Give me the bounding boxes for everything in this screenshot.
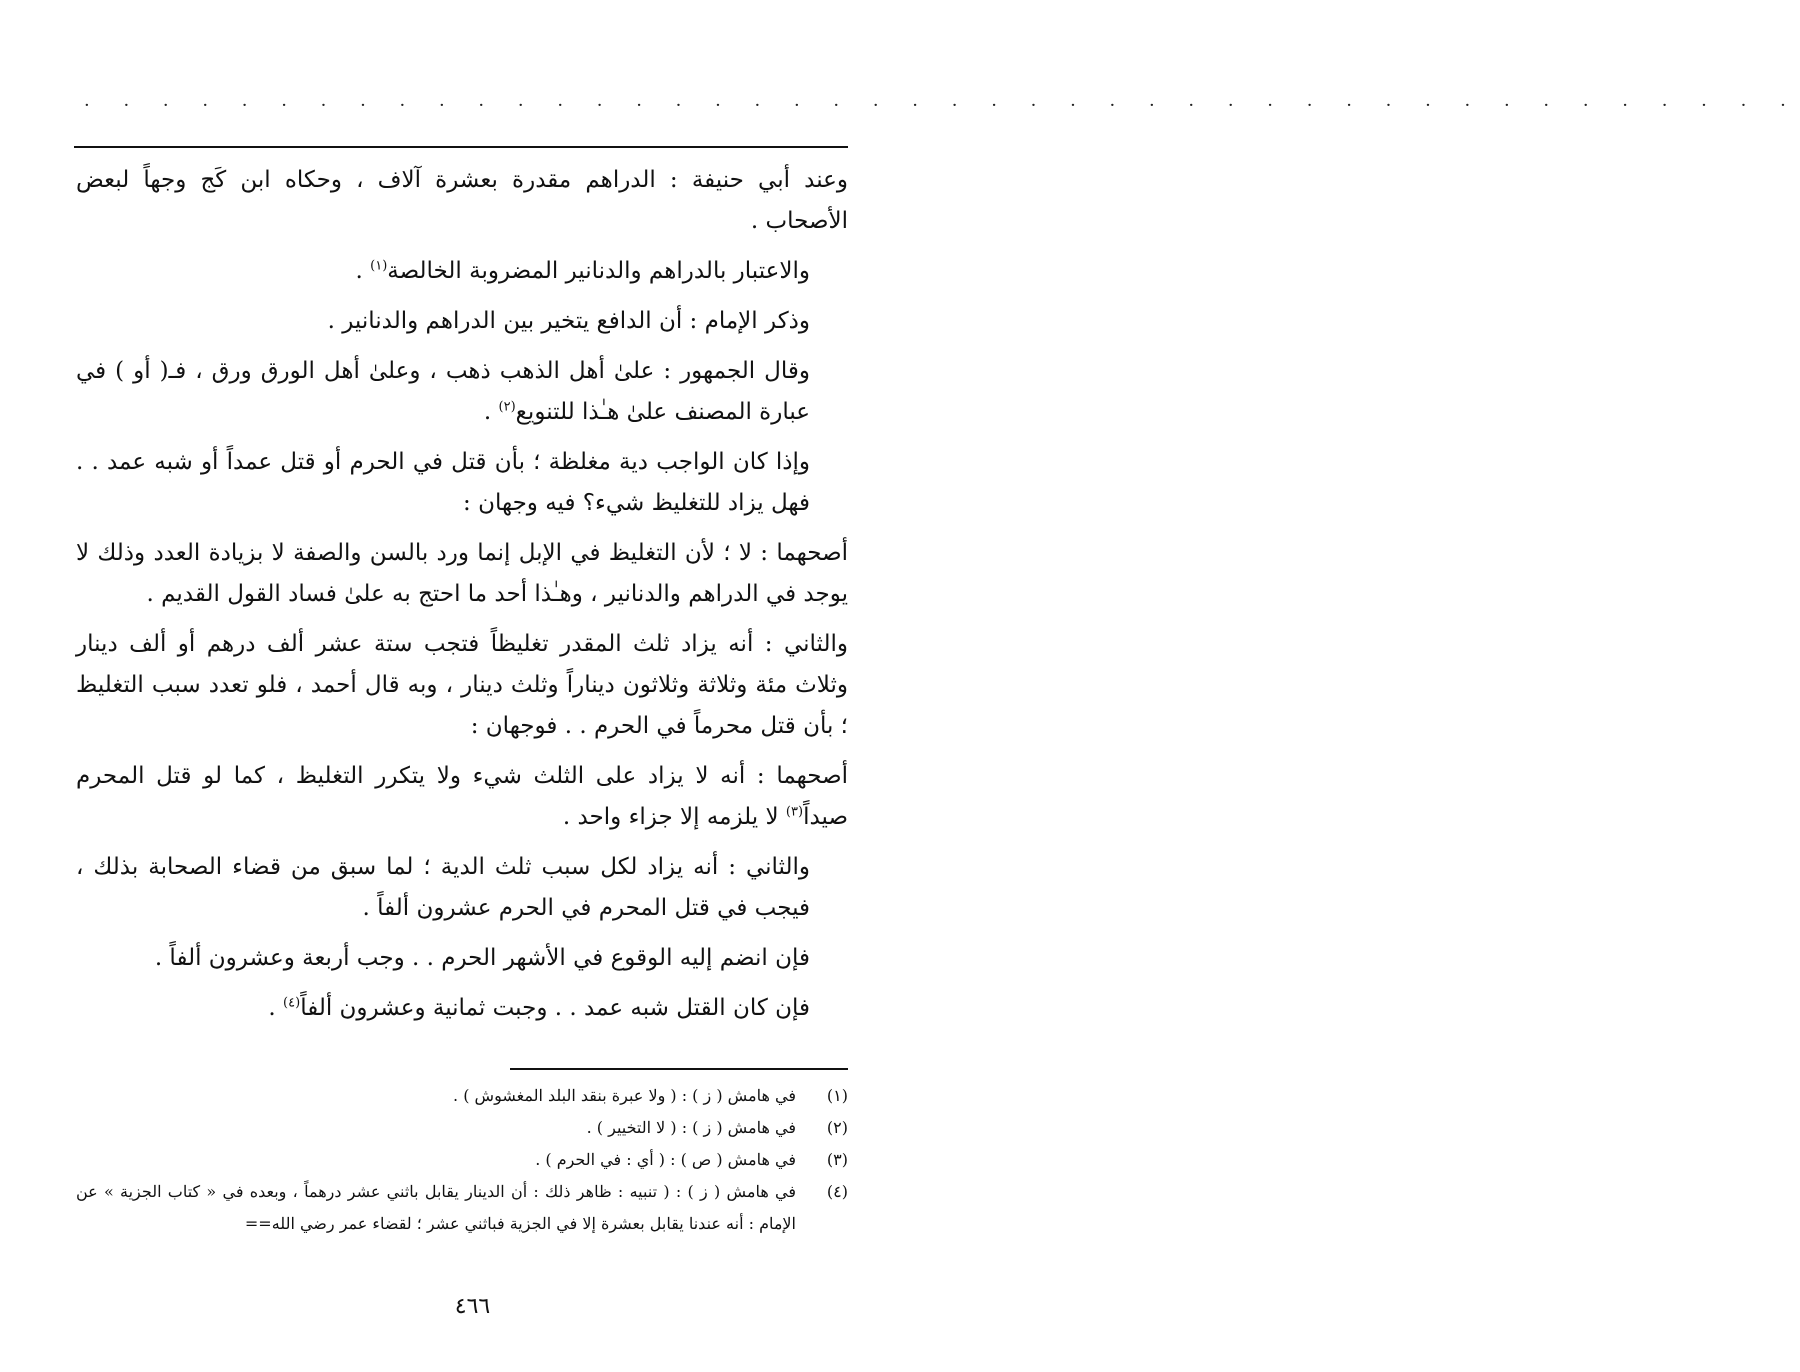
paragraph: وذكر الإمام : أن الدافع يتخير بين الدراهم والدنانير . xyxy=(327,308,810,334)
footnote-marker[interactable]: (٣) xyxy=(785,804,804,820)
footnote-marker[interactable]: (١) xyxy=(370,258,388,274)
footnote-separator xyxy=(510,1068,848,1070)
footnote xyxy=(76,1080,848,1112)
paragraph: وقال الجمهور : علىٰ أهل الذهب ذهب ، وعلىٰ أهل الورق ورق ، فـ( أو ) في عبارة المصنف علىٰ هـٰذا للتنويع$^{(٢)}$ . xyxy=(76,358,810,425)
paragraph: وإذا كان الواجب دية مغلظة ؛ بأن قتل في الحرم أو قتل عمداً أو شبه عمد . . فهل يزاد للتغليظ شيء؟ فيه وجهان : xyxy=(76,449,810,516)
header-rule xyxy=(74,146,848,148)
footnote-number: (٢) xyxy=(826,1118,848,1137)
main-text xyxy=(76,160,848,1038)
footnotes xyxy=(76,1080,848,1240)
paragraph: أصحهما : لا ؛ لأن التغليظ في الإبل إنما ورد بالسن والصفة لا بزيادة العدد وذلك لا يوجد في الدراهم والدنانير ، وهـٰذا أحد ما احتج به علىٰ فساد القول القديم . xyxy=(76,540,848,607)
paragraph: فإن انضم إليه الوقوع في الأشهر الحرم . . وجب أربعة وعشرون ألفاً . xyxy=(154,945,810,971)
paragraph: والاعتبار بالدراهم والدنانير المضروبة الخالصة$^{(١)}$ . xyxy=(355,258,810,284)
paragraph: والثاني : أنه يزاد ثلث المقدر تغليظاً فتجب ستة عشر ألف درهم أو ألف دينار وثلاث مئة وثلاثة وثلاثون ديناراً وثلث دينار ، وبه قال أحمد ، فلو تعدد سبب التغليظ ؛ بأن قتل محرماً في الحرم . . فوجهان : xyxy=(76,631,848,739)
footnote-marker[interactable]: (٢) xyxy=(498,399,516,415)
footnote-marker[interactable]: (٤) xyxy=(283,995,301,1011)
footnote-number: (٣) xyxy=(826,1150,848,1169)
paragraph: فإن كان القتل شبه عمد . . وجبت ثمانية وعشرون ألفاً$^{(٤)}$ . xyxy=(268,995,810,1021)
footnote xyxy=(76,1144,848,1176)
footnote-text: في هامش ( ز ) : ( تنبيه : ظاهر ذلك : أن الدينار يقابل باثني عشر درهماً ، وبعده في « كتاب الجزية » عن الإمام : أنه عندنا يقابل بعشرة إلا في الجزية فباثني عشر ؛ لقضاء عمر رضي الله== xyxy=(76,1182,796,1233)
footnote-number: (٤) xyxy=(826,1182,848,1201)
footnote-text: في هامش ( ص ) : ( أي : في الحرم ) . xyxy=(535,1150,796,1169)
footnote xyxy=(76,1176,848,1240)
paragraph: أصحهما : أنه لا يزاد على الثلث شيء ولا يتكرر التغليظ ، كما لو قتل المحرم صيداً$^{(٣)}$ لا يلزمه إلا جزاء واحد . xyxy=(76,763,848,830)
paragraph: والثاني : أنه يزاد لكل سبب ثلث الدية ؛ لما سبق من قضاء الصحابة بذلك ، فيجب في قتل المحرم في الحرم عشرون ألفاً . xyxy=(76,854,810,921)
footnote-text: في هامش ( ز ) : ( ولا عبرة بنقد البلد المغشوش ) . xyxy=(453,1086,796,1105)
footnote-text: في هامش ( ز ) : ( لا التخيير ) . xyxy=(586,1118,796,1137)
page-number: ٤٦٦ xyxy=(454,1294,491,1319)
header-dotted-line: · · · · · · · · · · · · · · · · · · · · · · · · · · · · · · · · · · · · · · · · · · · · xyxy=(84,95,1800,116)
paragraph: وعند أبي حنيفة : الدراهم مقدرة بعشرة آلاف ، وحكاه ابن كَج وجهاً لبعض الأصحاب . xyxy=(76,167,848,234)
footnote xyxy=(76,1112,848,1144)
footnote-number: (١) xyxy=(826,1086,848,1105)
